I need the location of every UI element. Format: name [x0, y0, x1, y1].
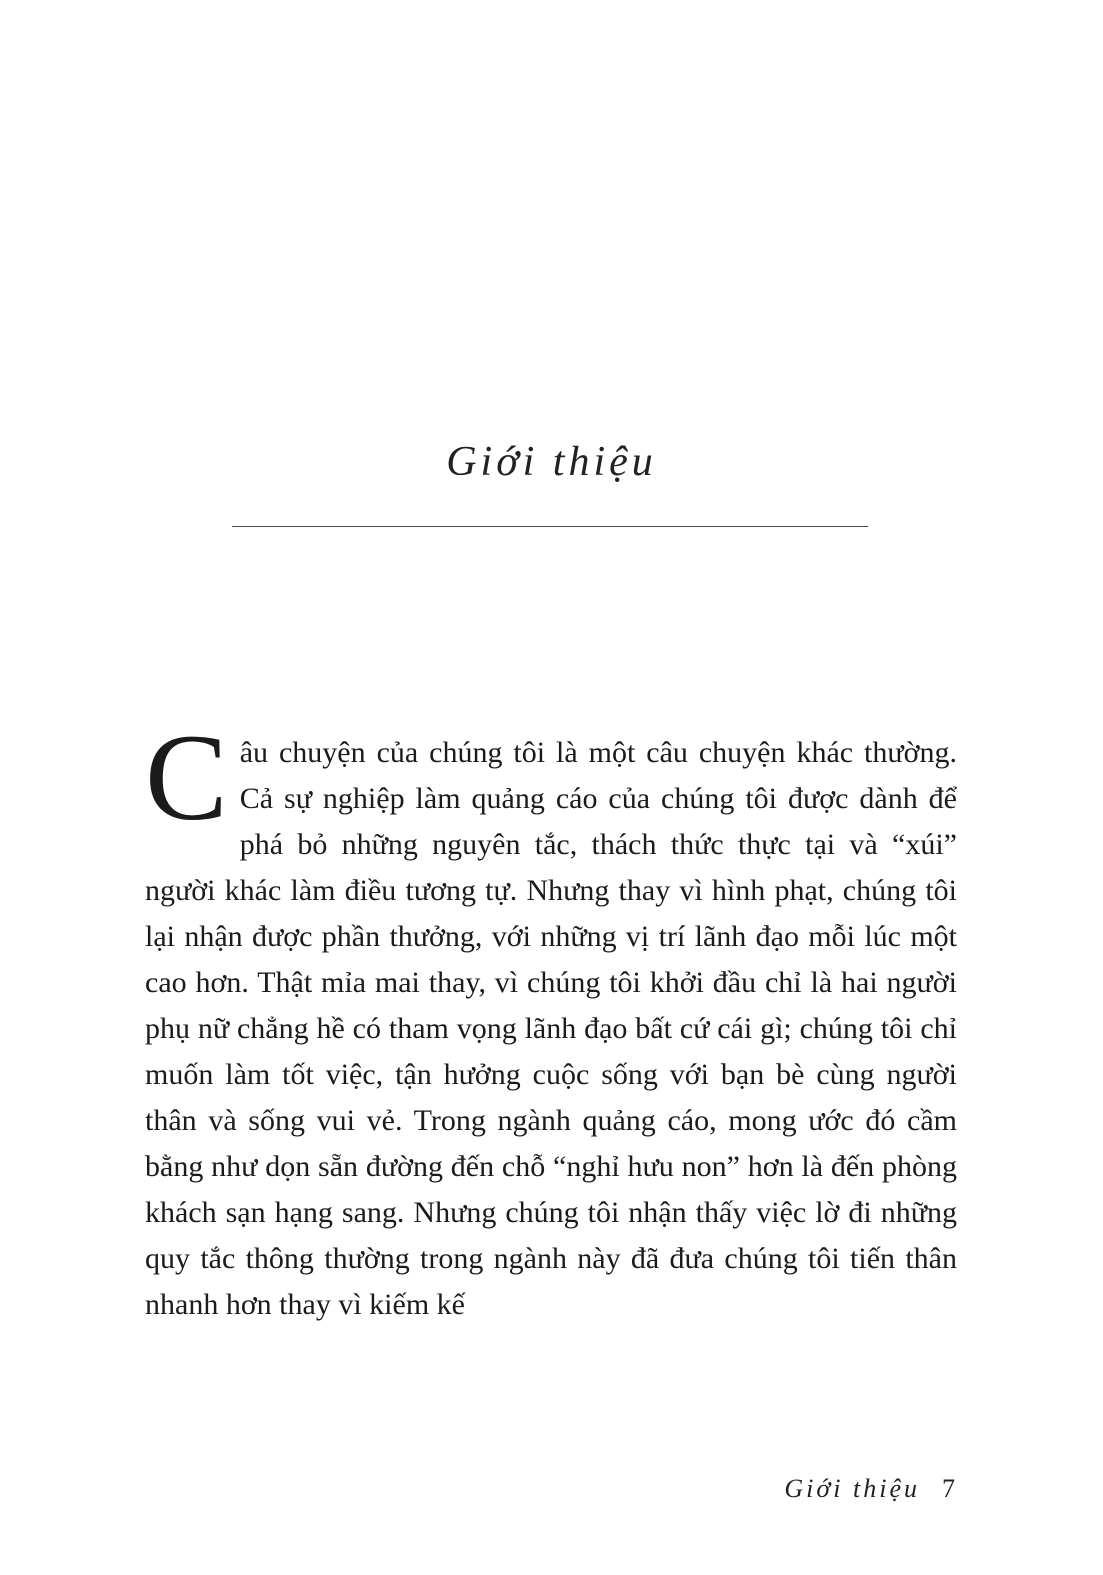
- drop-cap: C: [145, 709, 228, 846]
- page-number: 7: [942, 1474, 955, 1503]
- title-divider: [232, 526, 868, 527]
- page-footer: [784, 1474, 955, 1504]
- footer-chapter-label: Giới thiệu: [784, 1474, 920, 1503]
- paragraph-text: âu chuyện của chúng tôi là một câu chuyện khác thường. Cả sự nghiệp làm quảng cáo của chúng tôi được dành để phá bỏ những nguyên tắc, thách thức thực tại và “xúi” người khác làm điều tương tự. Nhưng thay vì hình phạt, chúng tôi lại nhận được phần thưởng, với những vị trí lãnh đạo mỗi lúc một cao hơn. Thật mỉa mai thay, vì chúng tôi khởi đầu chỉ là hai người phụ nữ chẳng hề có tham vọng lãnh đạo bất cứ cái gì; chúng tôi chỉ muốn làm tốt việc, tận hưởng cuộc sống với bạn bè cùng người thân và sống vui vẻ. Trong ngành quảng cáo, mong ước đó cầm bằng như dọn sẵn đường đến chỗ “nghỉ hưu non” hơn là đến phòng khách sạn hạng sang. Nhưng chúng tôi nhận thấy việc lờ đi những quy tắc thông thường trong ngành này đã đưa chúng tôi tiến thân nhanh hơn thay vì kiếm kế: [145, 736, 957, 1321]
- body-paragraph: [145, 709, 957, 1328]
- chapter-title: Giới thiệu: [446, 439, 657, 485]
